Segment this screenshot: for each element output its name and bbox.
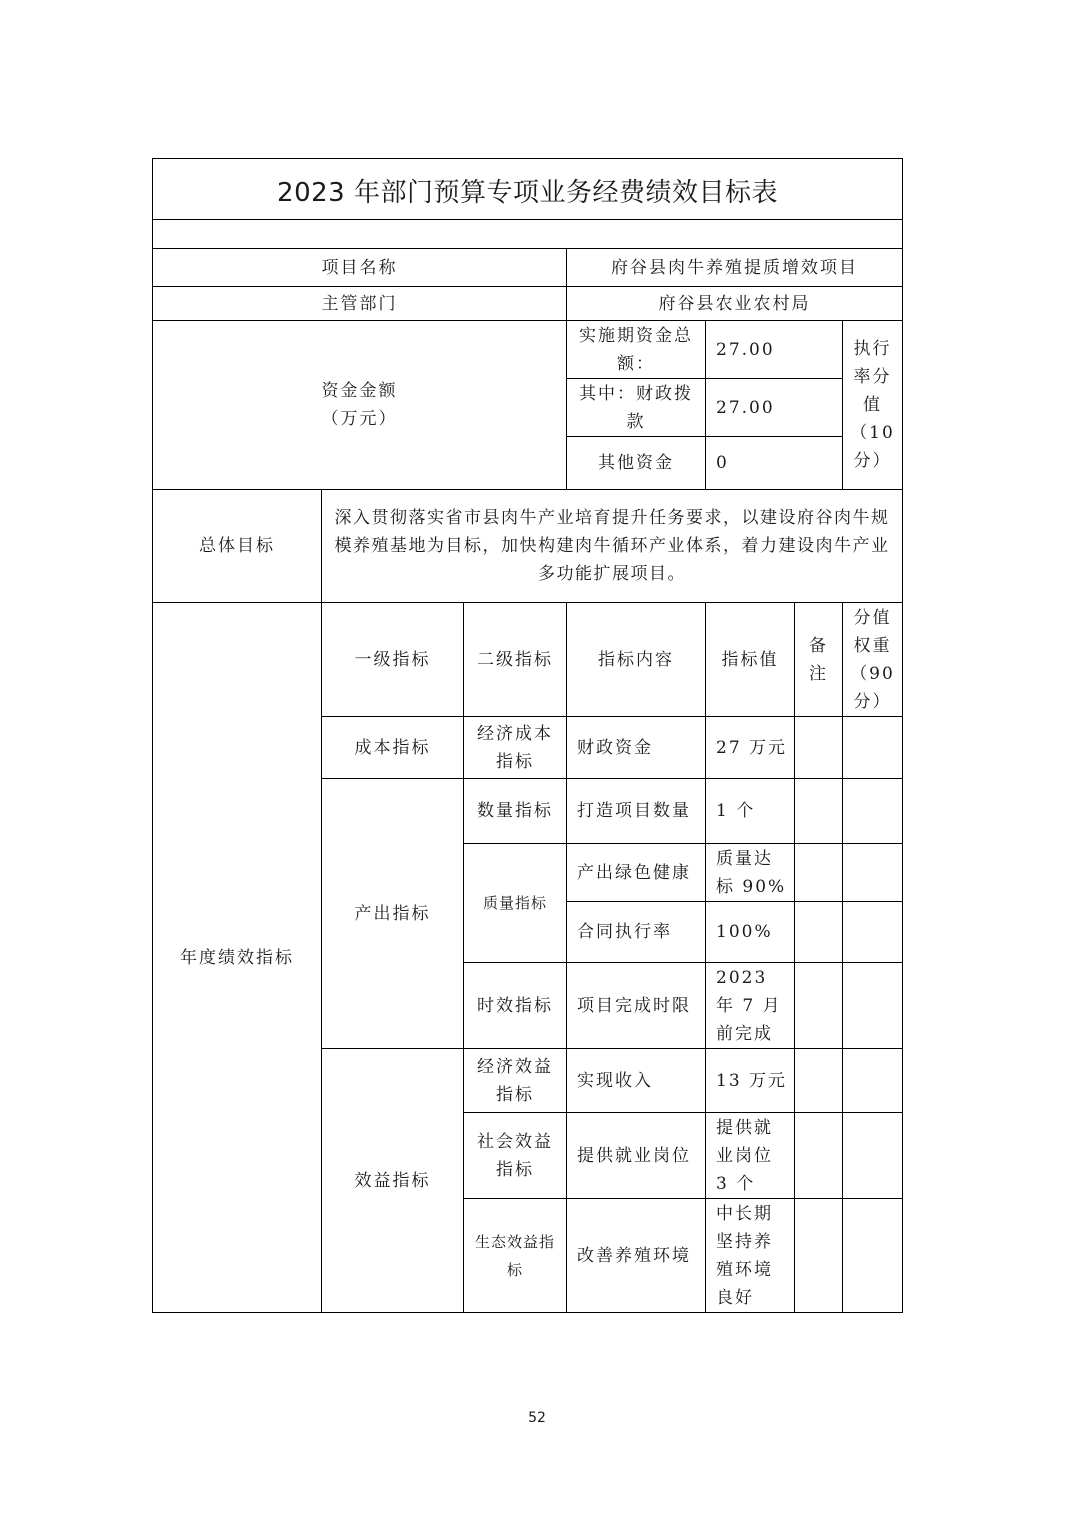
department-value: 府谷县农业农村局: [658, 293, 811, 314]
exec-score-label: 执行率分值（10分）: [850, 339, 895, 471]
total-funds-label: 实施期资金总额：: [579, 325, 693, 374]
overall-goal-label: 总体目标: [199, 536, 275, 556]
header-value: 指标值: [721, 649, 779, 670]
project-name-value: 府谷县肉牛养殖提质增效项目: [611, 257, 858, 278]
department-label: 主管部门: [321, 293, 398, 314]
row-level2: 质量指标: [482, 894, 547, 912]
row-level2: 生态效益指标: [474, 1232, 555, 1279]
group-benefit: 效益指标: [354, 1170, 431, 1191]
row-value: 质量达标 90%: [716, 848, 787, 897]
row-content: 实现收入: [577, 1070, 653, 1091]
overall-goal-text: [322, 490, 902, 602]
group-cost: 成本指标: [354, 737, 431, 758]
other-funds-value: 0: [716, 453, 729, 473]
page-number: 52: [528, 1410, 546, 1426]
annual-indicators-label: 年度绩效指标: [180, 947, 294, 968]
row-content: 产出绿色健康: [577, 862, 691, 883]
overall-goal-line-3: 多功能扩展项目。: [538, 564, 686, 584]
row-content: 项目完成时限: [577, 995, 691, 1016]
row-value: 27 万元: [716, 737, 788, 758]
row-content: 打造项目数量: [577, 801, 691, 821]
row-value: 提供就业岗位 3 个: [716, 1117, 773, 1194]
funds-label-line1: 资金金额: [321, 381, 398, 401]
row-content: 财政资金: [577, 737, 653, 758]
page-title: 2023 年部门预算专项业务经费绩效目标表: [277, 177, 778, 208]
group-output: 产出指标: [354, 903, 431, 924]
row-value: 1 个: [716, 801, 756, 821]
row-content: 提供就业岗位: [577, 1145, 691, 1166]
row-level2: 数量指标: [477, 801, 553, 821]
other-funds-label: 其他资金: [598, 453, 674, 473]
funds-label-line2: （万元）: [321, 409, 398, 429]
header-level2: 二级指标: [477, 649, 553, 670]
header-remark: 备注: [809, 635, 828, 684]
row-content: 改善养殖环境: [577, 1245, 691, 1266]
funds-label: [153, 321, 566, 489]
header-level1: 一级指标: [354, 649, 431, 670]
row-value: 100%: [716, 922, 773, 942]
fiscal-funds-value: 27.00: [716, 397, 775, 418]
overall-goal-line-1: 深入贯彻落实省市县肉牛产业培育提升任务要求，以建设府谷肉牛规: [334, 508, 890, 528]
header-content: 指标内容: [598, 649, 674, 670]
row-level2: 经济成本指标: [477, 723, 553, 772]
row-level2: 社会效益指标: [477, 1131, 553, 1180]
row-level2: 时效指标: [477, 995, 553, 1016]
fiscal-funds-label: 其中：财政拨款: [579, 383, 693, 432]
row-content: 合同执行率: [577, 922, 672, 942]
header-weight: 分值权重（90分）: [850, 607, 895, 712]
row-value: 中长期坚持养殖环境良好: [716, 1203, 773, 1308]
row-value: 2023 年 7 月前完成: [716, 967, 782, 1044]
row-level2: 经济效益指标: [477, 1056, 553, 1105]
total-funds-value: 27.00: [716, 339, 775, 360]
row-value: 13 万元: [716, 1070, 788, 1091]
project-name-label: 项目名称: [321, 257, 398, 278]
overall-goal-line-2: 模养殖基地为目标，加快构建肉牛循环产业体系，着力建设肉牛产业: [334, 536, 890, 556]
